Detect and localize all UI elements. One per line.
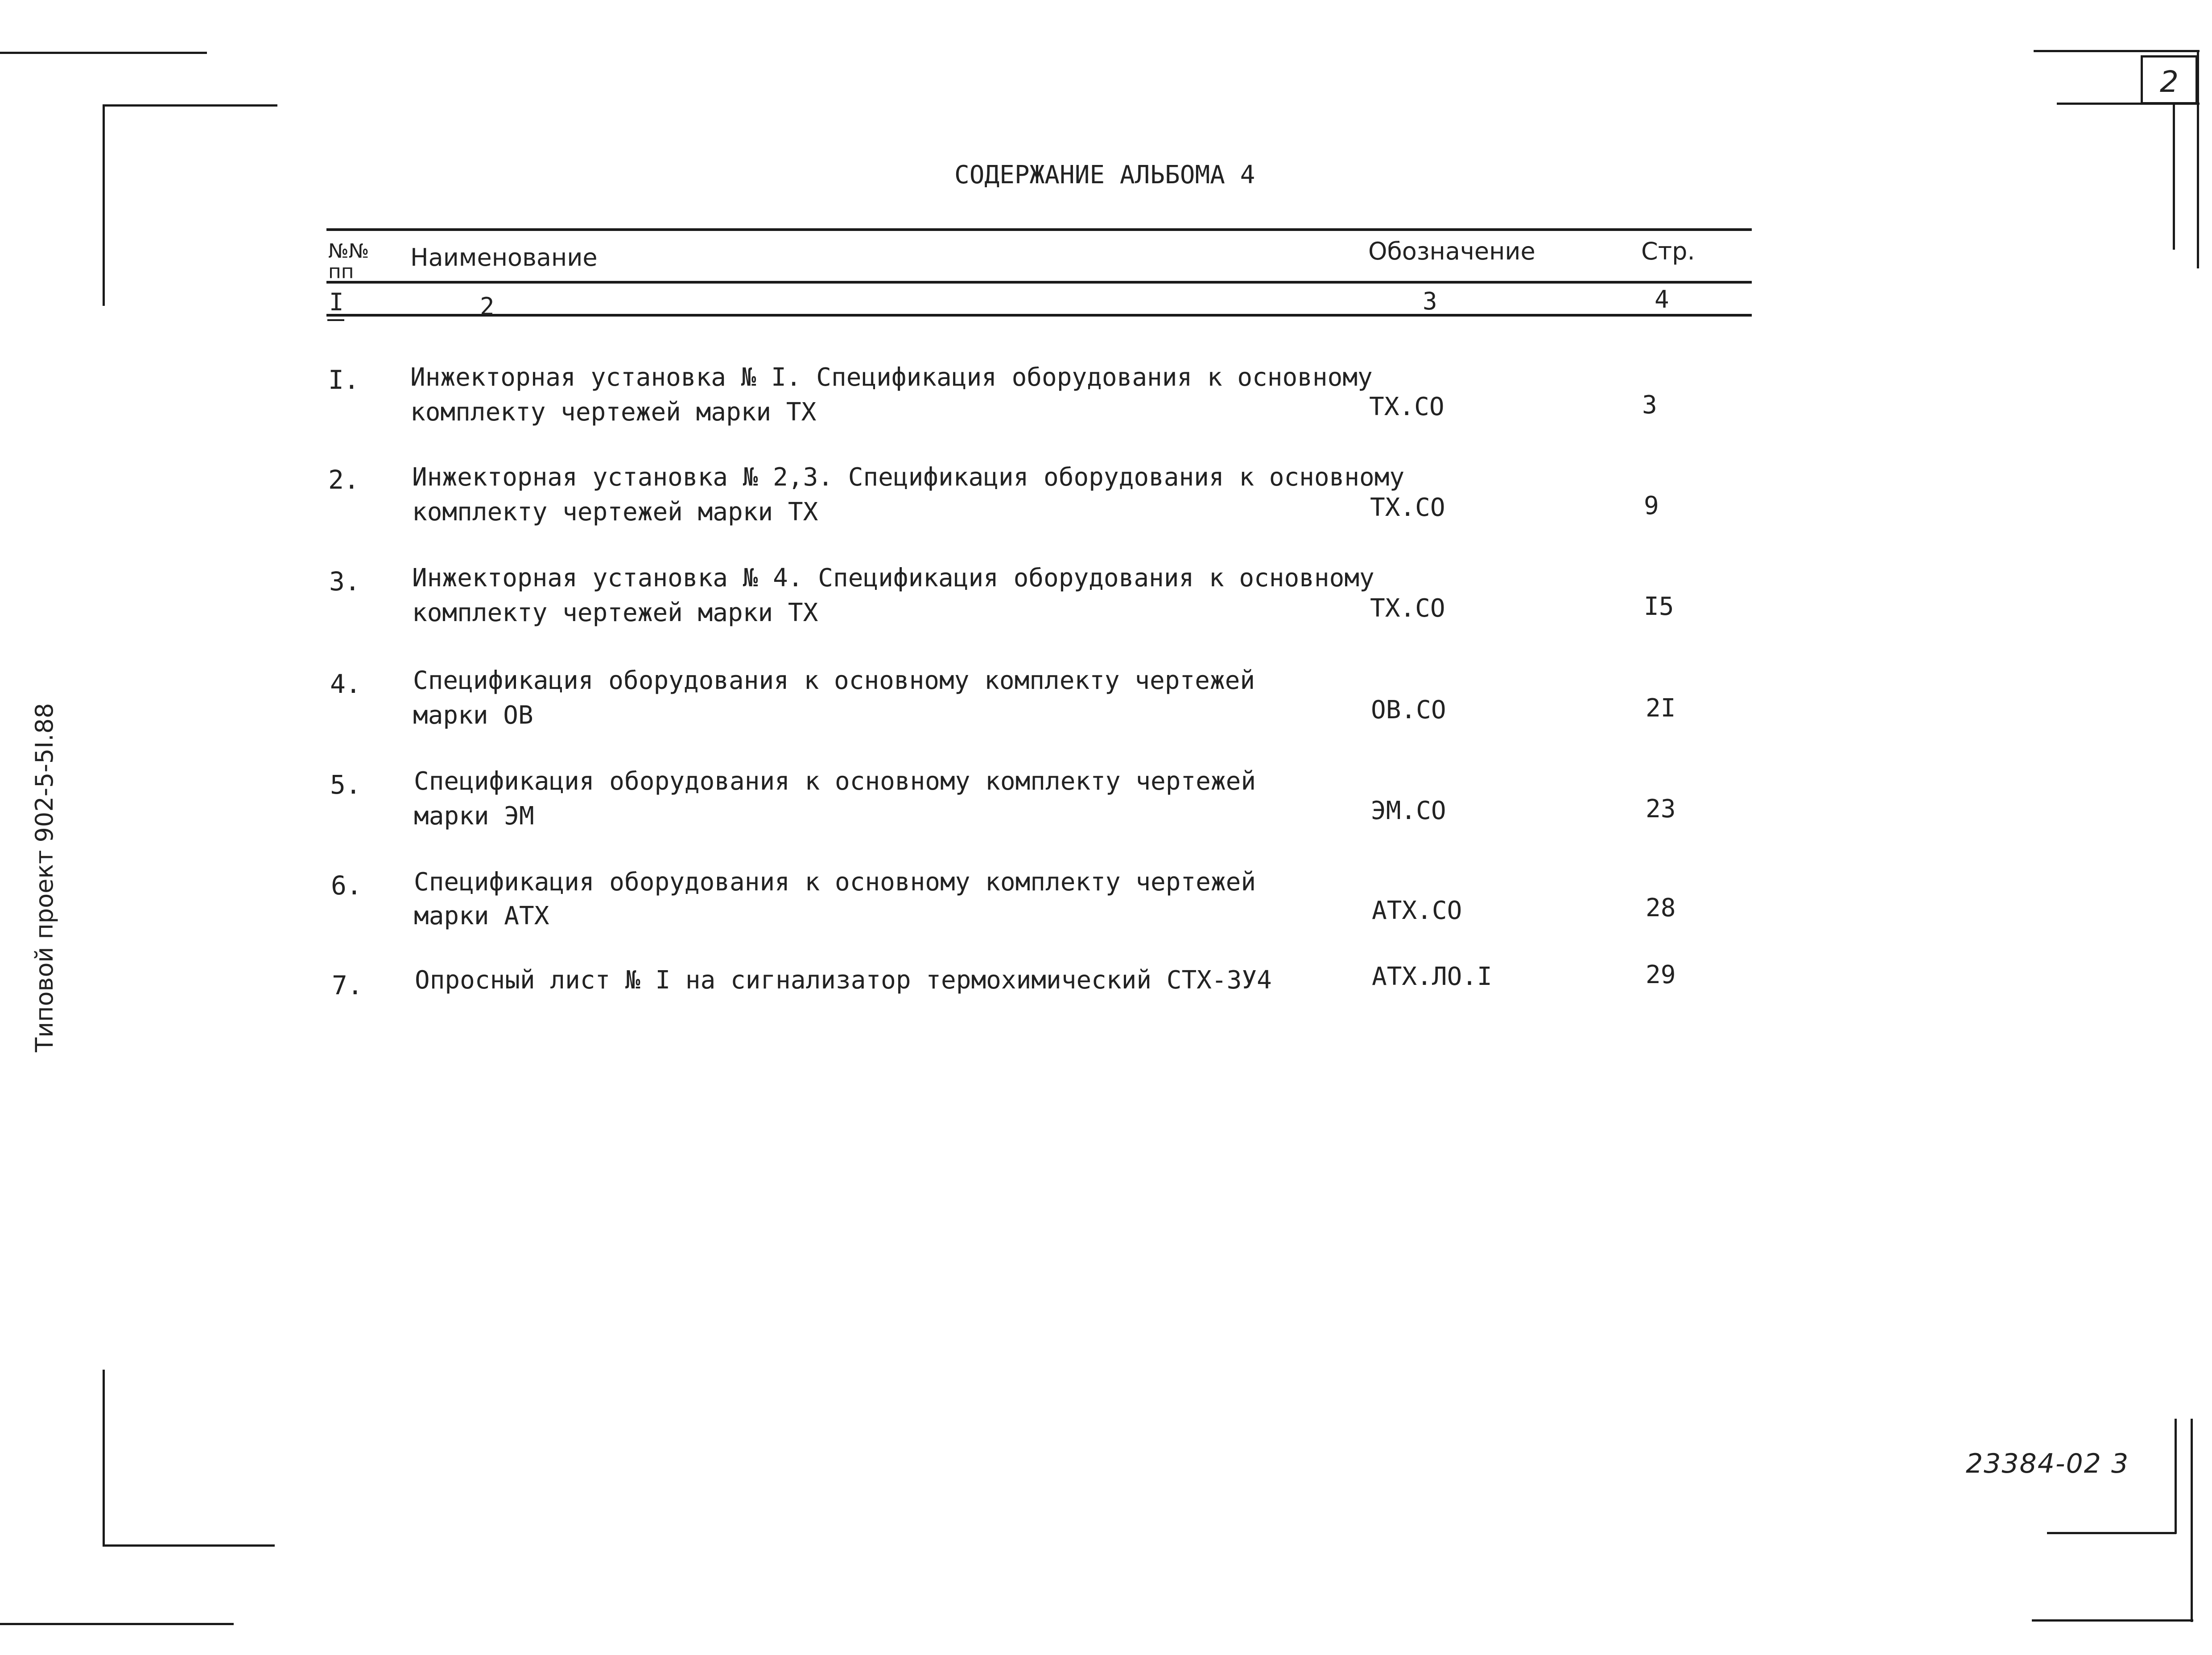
row-page: 28 [1646, 893, 1676, 922]
header-num-line2: пп [328, 260, 354, 283]
frame-top-left-h [103, 104, 277, 107]
row-designation: ТХ.СО [1370, 493, 1445, 522]
side-stamp: Типовой проект 902-5-5I.88 [30, 703, 58, 1052]
frame-bottom-right-v-outer [2191, 1419, 2193, 1622]
page-number-box [2141, 55, 2198, 104]
table-top-rule [326, 228, 1752, 231]
row-number: 6. [331, 870, 362, 901]
header-page: Стр. [1641, 237, 1695, 265]
row-page: 29 [1646, 960, 1676, 989]
document-title: СОДЕРЖАНИЕ АЛЬБОМА 4 [954, 161, 1255, 189]
row-designation: АТХ.СО [1372, 896, 1462, 925]
row-number: 2. [328, 465, 359, 495]
row-number: 5. [330, 770, 361, 800]
row-number: I. [328, 365, 359, 395]
column-number-3: 3 [1423, 287, 1437, 315]
row-name-line-2: марки ЭМ [414, 802, 534, 831]
row-name-line-1: Инжекторная установка № 2,3. Спецификация оборудования к основному [412, 463, 1405, 492]
row-page: 3 [1642, 391, 1657, 420]
frame-top-left-v [103, 104, 105, 306]
frame-bottom-left-h [103, 1544, 275, 1547]
row-name-line-1: Спецификация оборудования к основному комплекту чертежей [414, 767, 1256, 796]
header-name: Наименование [410, 243, 598, 272]
frame-top-right-h-outer [2034, 50, 2200, 52]
row-name-line-2: комплекту чертежей марки ТХ [410, 398, 817, 427]
document-code: 23384-02 3 [1966, 1448, 2129, 1479]
row-name-line-2: комплекту чертежей марки ТХ [412, 498, 818, 527]
row-designation: ЭМ.СО [1371, 796, 1446, 825]
frame-bottom-left-h-outer [0, 1623, 234, 1625]
row-page: 23 [1646, 795, 1676, 823]
column-number-1: I [329, 288, 344, 316]
row-name-line-2: марки ОВ [413, 701, 533, 730]
row-number: 3. [329, 566, 360, 597]
row-page: 2I [1646, 694, 1676, 723]
table-header-rule [326, 281, 1752, 284]
row-designation: АТХ.ЛО.I [1372, 962, 1492, 991]
row-name-line-1: Спецификация оборудования к основному комплекту чертежей [413, 666, 1255, 695]
frame-top-right-v [2173, 103, 2175, 250]
frame-bottom-right-v [2175, 1419, 2177, 1534]
row-number: 4. [330, 669, 361, 699]
row-name-line-1: Опросный лист № I на сигнализатор термохимический СТХ-3У4 [415, 966, 1272, 995]
frame-top-left-h-outer [0, 52, 207, 54]
row-name-line-1: Инжекторная установка № 4. Спецификация оборудования к основному [412, 564, 1374, 593]
row-name-line-2: комплекту чертежей марки ТХ [412, 598, 818, 627]
frame-bottom-right-h [2047, 1532, 2176, 1534]
row-number: 7. [332, 970, 363, 1000]
column-number-1-underline [327, 319, 344, 321]
row-name-line-1: Инжекторная установка № I. Спецификация оборудования к основному [410, 363, 1373, 392]
table-colnum-rule [326, 314, 1752, 317]
header-num-line1: №№ [328, 240, 369, 263]
row-name-line-2: марки АТХ [414, 902, 549, 930]
row-designation: ТХ.СО [1369, 392, 1444, 421]
row-page: I5 [1644, 592, 1674, 621]
frame-bottom-left-v [103, 1370, 105, 1546]
row-name-line-1: Спецификация оборудования к основному комплекту чертежей [414, 868, 1256, 897]
column-number-2: 2 [480, 292, 495, 321]
header-designation: Обозначение [1368, 237, 1535, 265]
frame-bottom-right-h-outer [2032, 1619, 2193, 1622]
column-number-4: 4 [1655, 285, 1669, 313]
row-designation: ТХ.СО [1370, 594, 1445, 623]
row-designation: ОВ.СО [1371, 696, 1446, 725]
row-page: 9 [1644, 491, 1659, 520]
page-number: 2 [2160, 65, 2179, 99]
